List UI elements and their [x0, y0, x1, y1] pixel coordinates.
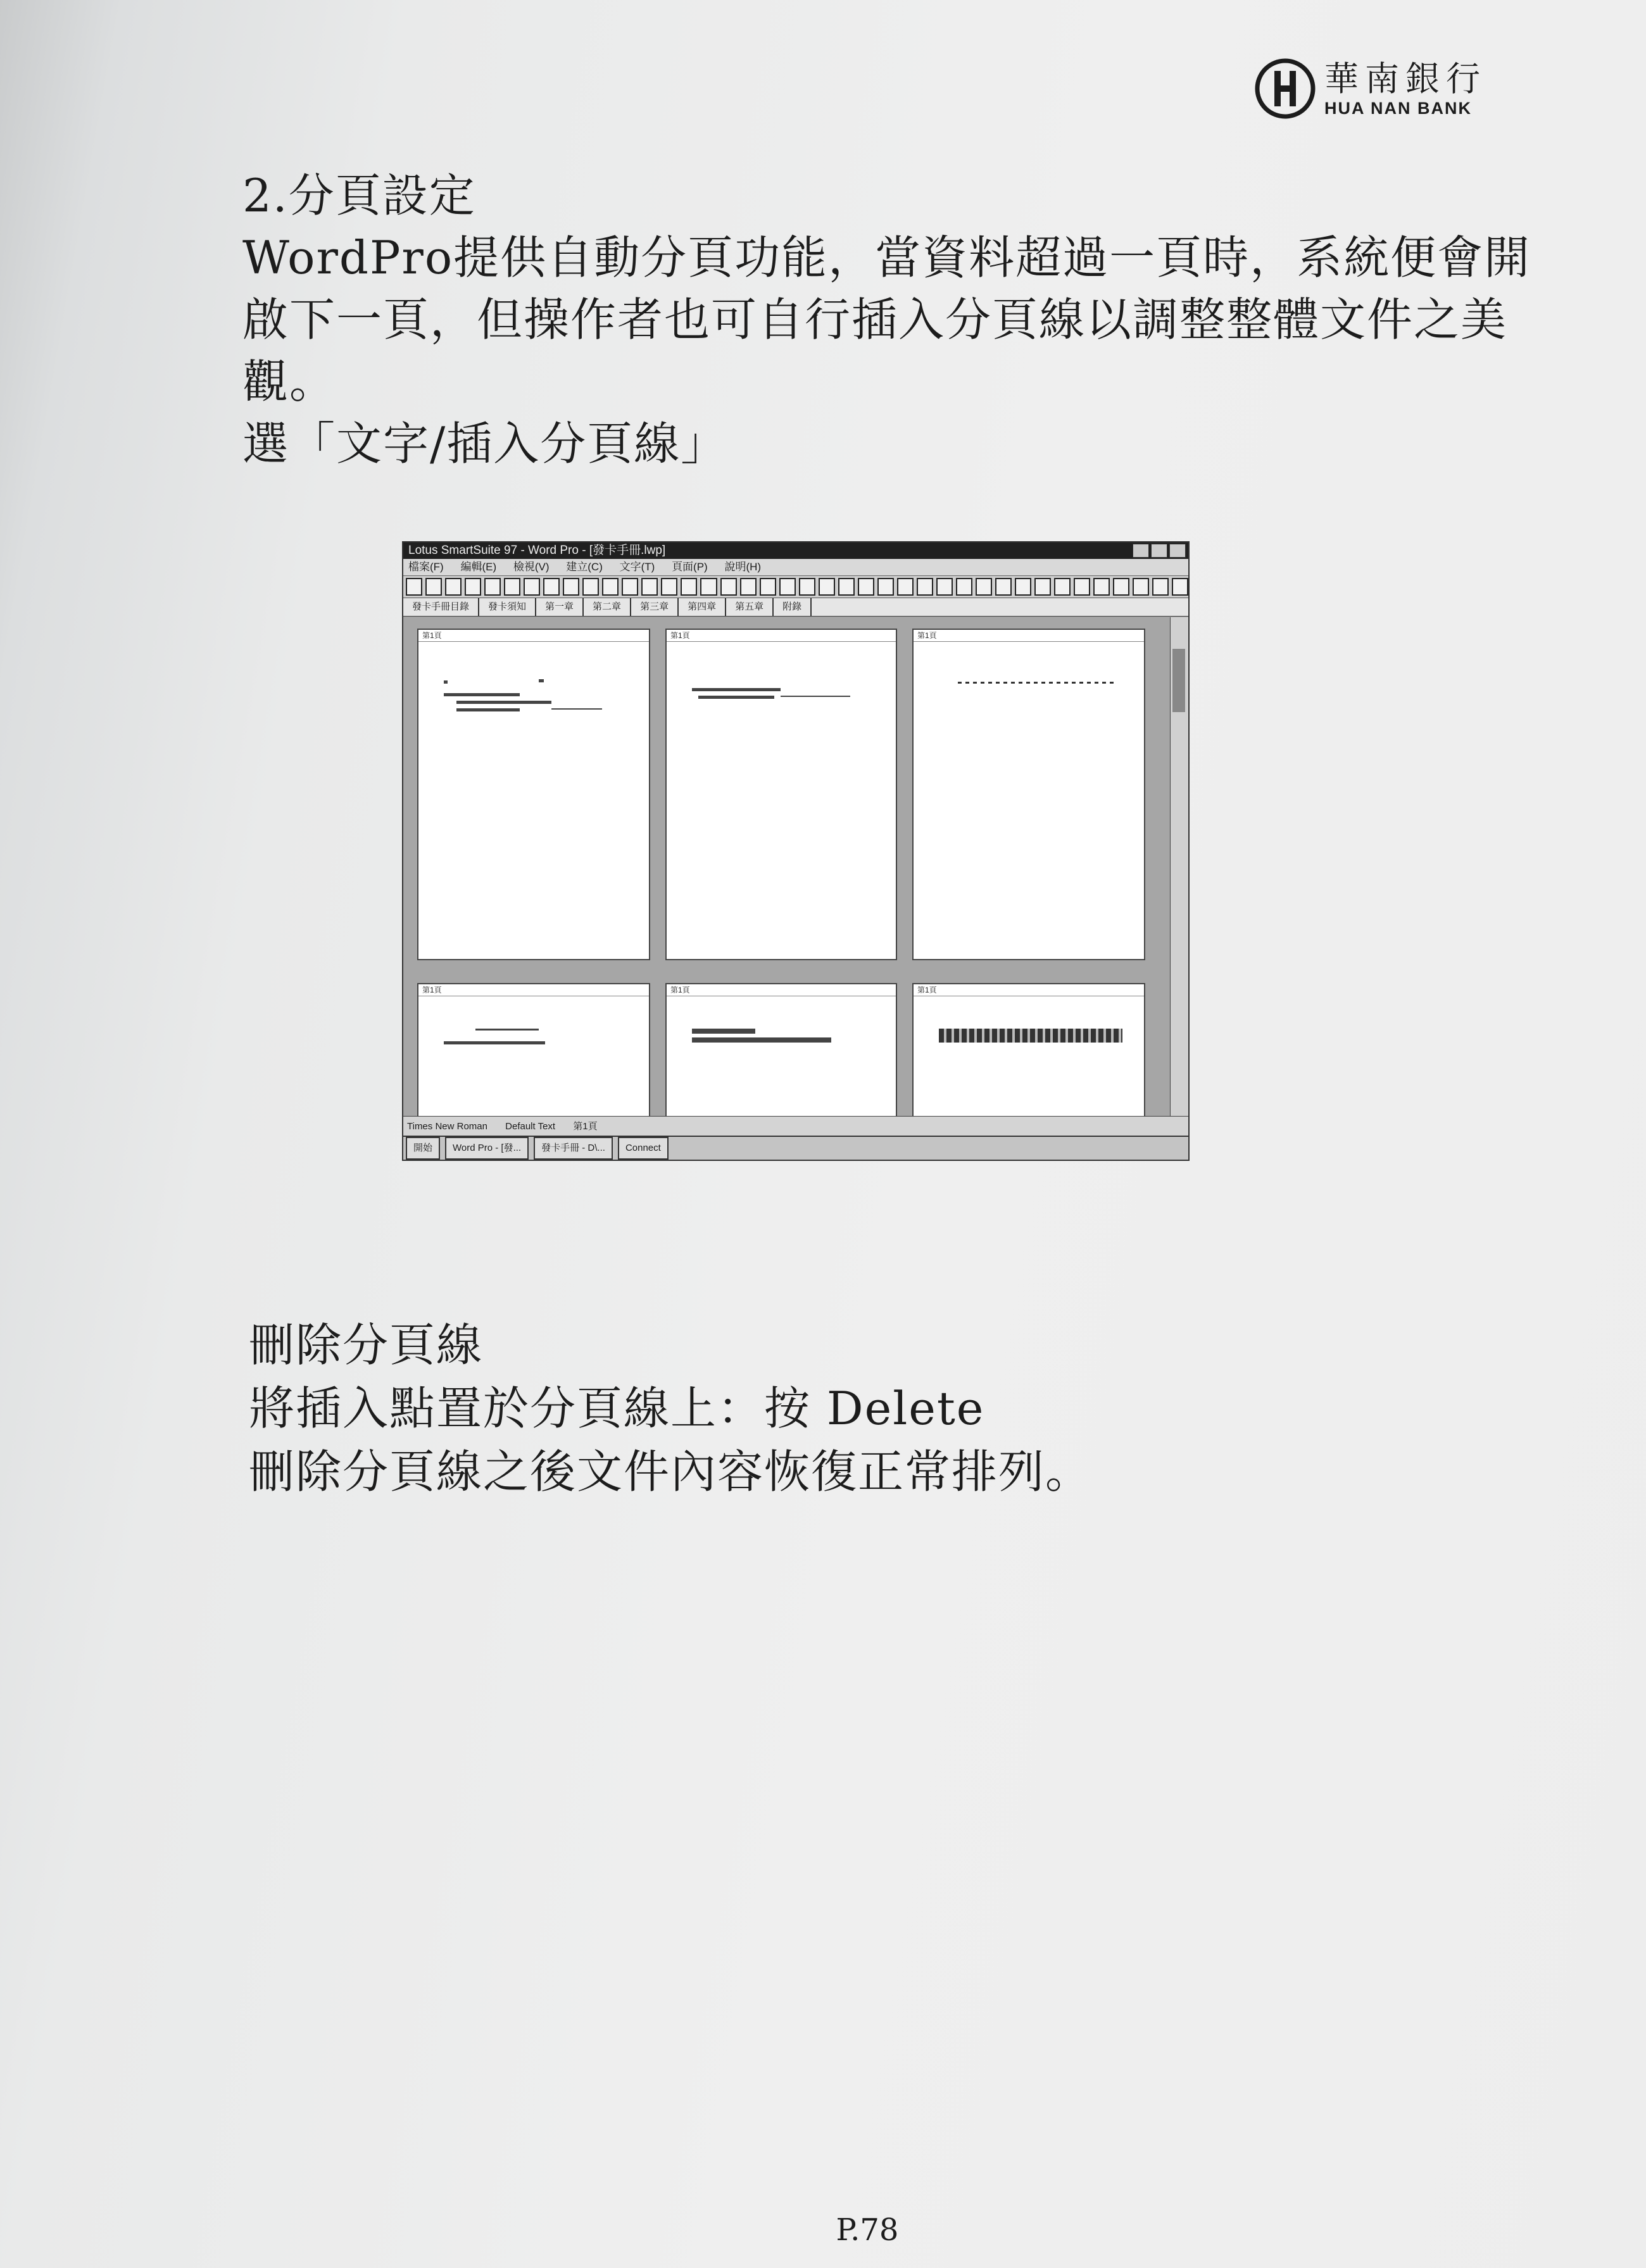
toolbar-icon [838, 578, 855, 596]
start-button: 開始 [406, 1137, 440, 1160]
menu-page: 頁面(P) [672, 561, 708, 573]
toolbar-icon [799, 578, 815, 596]
toolbar-icon [760, 578, 776, 596]
taskbar [403, 1136, 1188, 1160]
toolbar-icon [700, 578, 717, 596]
toolbar [403, 576, 1188, 598]
tab-chapter-1: 第一章 [536, 598, 584, 616]
status-bar [403, 1116, 1188, 1137]
toolbar-icon [1015, 578, 1031, 596]
status-font: Times New Roman [407, 1121, 487, 1132]
vertical-scrollbar [1170, 617, 1188, 1117]
toolbar-icon [917, 578, 933, 596]
delete-heading: 刪除分頁線 [249, 1319, 484, 1372]
tab-appendix: 附錄 [774, 598, 812, 616]
page-label: 第1頁 [667, 630, 896, 642]
page-label: 第1頁 [914, 630, 1144, 642]
page-thumbnail [665, 983, 897, 1125]
section-body: WordPro提供自動分頁功能，當資料超過一頁時，系統便會開啟下一頁，但操作者也可自行插入分頁線以調整整體文件之美觀。 [242, 231, 1531, 408]
toolbar-icon [936, 578, 953, 596]
toolbar-icon [661, 578, 677, 596]
maximize-icon [1151, 544, 1167, 558]
toolbar-icon [897, 578, 914, 596]
status-page: 第1頁 [573, 1121, 598, 1132]
toolbar-icon [445, 578, 462, 596]
toolbar-icon [465, 578, 481, 596]
tab-contents: 發卡手冊目錄 [403, 598, 479, 616]
toolbar-icon [622, 578, 638, 596]
menu-text: 文字(T) [619, 561, 655, 573]
status-style: Default Text [505, 1121, 556, 1132]
document-canvas [403, 617, 1171, 1117]
toolbar-icon [425, 578, 442, 596]
toolbar-icon [1172, 578, 1188, 596]
menu-help: 說明(H) [724, 561, 762, 573]
toolbar-icon [504, 578, 520, 596]
page-label: 第1頁 [914, 984, 1144, 996]
toolbar-icon [858, 578, 874, 596]
menu-view: 檢視(V) [513, 561, 550, 573]
toolbar-icon [819, 578, 835, 596]
page-break-section [242, 165, 1559, 475]
toolbar-icon [1054, 578, 1071, 596]
toolbar-icon [602, 578, 619, 596]
toolbar-icon [1133, 578, 1149, 596]
page-thumbnail [417, 629, 650, 960]
bank-emblem-icon [1253, 57, 1317, 120]
page-label: 第1頁 [667, 984, 896, 996]
hua-nan-bank-logo [1253, 54, 1519, 123]
toolbar-icon [484, 578, 501, 596]
page-thumbnail [665, 629, 897, 960]
tab-notes: 發卡須知 [479, 598, 536, 616]
close-icon [1169, 544, 1186, 558]
menu-file: 檔案(F) [408, 561, 444, 573]
toolbar-icon [543, 578, 560, 596]
window-titlebar: Lotus SmartSuite 97 - Word Pro - [發卡手冊.lwp] [403, 542, 1188, 559]
window-title: Lotus SmartSuite 97 [408, 544, 518, 557]
toolbar-icon [877, 578, 894, 596]
toolbar-icon [1113, 578, 1129, 596]
toolbar-icon [995, 578, 1012, 596]
document-title: Word Pro - [發卡手冊.lwp] [528, 544, 666, 557]
page-label: 第1頁 [418, 630, 649, 642]
divider-tabs [403, 598, 1188, 617]
toolbar-icon [1074, 578, 1090, 596]
tab-chapter-2: 第二章 [584, 598, 631, 616]
toolbar-icon [1093, 578, 1110, 596]
toolbar-icon [740, 578, 757, 596]
minimize-icon [1133, 544, 1149, 558]
page-number: P.78 [836, 2212, 899, 2248]
menu-bar [403, 559, 1188, 576]
tab-chapter-3: 第三章 [631, 598, 679, 616]
toolbar-icon [406, 578, 422, 596]
toolbar-icon [1034, 578, 1051, 596]
taskbar-item-connect: Connect [618, 1137, 669, 1160]
toolbar-icon [779, 578, 796, 596]
toolbar-icon [563, 578, 579, 596]
delete-step: 將插入點置於分頁線上：按 Delete [249, 1382, 985, 1435]
tab-chapter-4: 第四章 [679, 598, 726, 616]
menu-create: 建立(C) [566, 561, 603, 573]
toolbar-icon [681, 578, 697, 596]
menu-edit: 編輯(E) [460, 561, 497, 573]
toolbar-icon [1152, 578, 1169, 596]
page-label: 第1頁 [418, 984, 649, 996]
taskbar-item-manual: 發卡手冊 - D\... [534, 1137, 613, 1160]
delete-result: 刪除分頁線之後文件內容恢復正常排列。 [249, 1445, 1093, 1498]
toolbar-icon [582, 578, 599, 596]
taskbar-item-wordpro: Word Pro - [發... [445, 1137, 529, 1160]
toolbar-icon [956, 578, 972, 596]
logo-chinese-name: 華南銀行 [1324, 58, 1486, 99]
tab-chapter-5: 第五章 [726, 598, 774, 616]
page-thumbnail [912, 983, 1145, 1125]
toolbar-icon [524, 578, 540, 596]
toolbar-icon [720, 578, 737, 596]
section-instruction: 選「文字/插入分頁線」 [242, 417, 728, 470]
section-heading: 2.分頁設定 [242, 169, 476, 222]
toolbar-icon [976, 578, 992, 596]
page-thumbnail [912, 629, 1145, 960]
wordpro-screenshot [402, 541, 1190, 1161]
toolbar-icon [641, 578, 658, 596]
logo-english-name: HUA NAN BANK [1324, 98, 1472, 118]
delete-page-break-section [249, 1313, 1515, 1503]
page-thumbnail [417, 983, 650, 1125]
